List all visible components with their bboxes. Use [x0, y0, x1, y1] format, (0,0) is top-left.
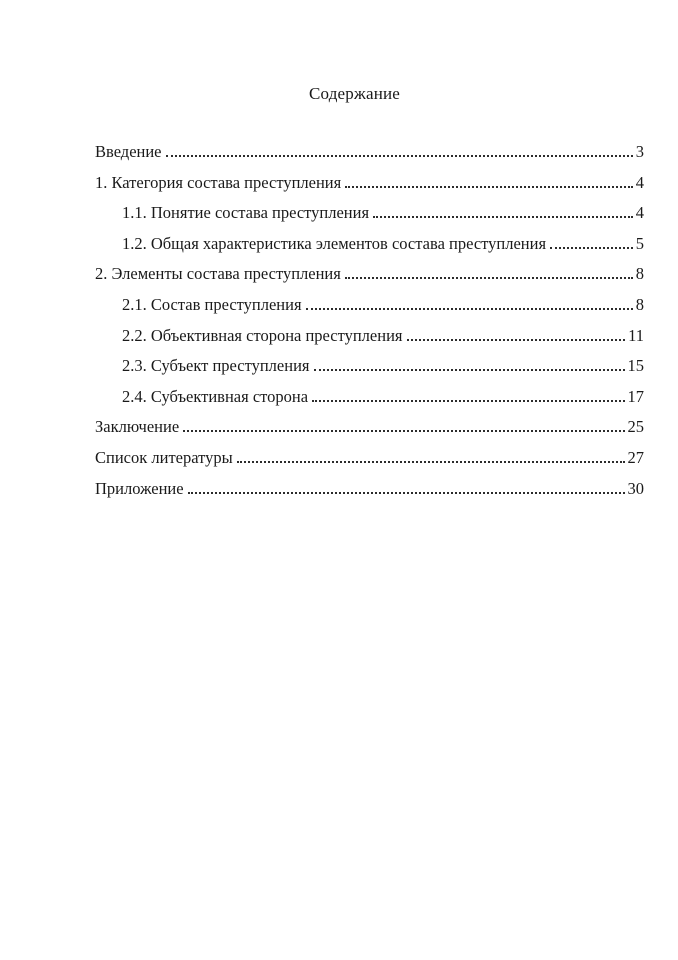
toc-entry-label: Приложение — [95, 478, 184, 498]
toc-entry[interactable] — [95, 204, 644, 222]
toc-page-number: 15 — [627, 356, 644, 376]
toc-leader-dots — [407, 339, 626, 341]
toc-leader-dots — [183, 430, 624, 432]
toc-page-number: 30 — [627, 478, 644, 498]
toc-entry-label: Введение — [95, 142, 162, 161]
toc-list — [95, 143, 644, 498]
toc-leader-dots — [345, 277, 633, 279]
toc-page-number: 8 — [635, 264, 644, 284]
toc-entry-label: 2.2. Объективная сторона преступления — [122, 325, 403, 345]
toc-leader-dots — [345, 186, 633, 188]
toc-page-number: 4 — [635, 203, 644, 223]
toc-page-number: 4 — [635, 172, 644, 192]
toc-entry[interactable] — [95, 480, 644, 498]
toc-page-number: 25 — [627, 417, 644, 437]
toc-entry-label: 2.3. Субъект преступления — [122, 356, 310, 376]
toc-page-number: 17 — [627, 386, 644, 406]
toc-entry-label: 2. Элементы состава преступления — [95, 264, 341, 284]
toc-entry[interactable] — [95, 265, 644, 283]
toc-entry[interactable] — [95, 143, 644, 161]
toc-entry-label: 1.2. Общая характеристика элементов состава преступления — [122, 233, 547, 253]
toc-entry[interactable] — [95, 235, 644, 253]
page-title: Содержание — [308, 84, 401, 103]
toc-entry-label: 2.4. Субъективная сторона — [122, 386, 309, 406]
toc-entry[interactable] — [95, 296, 644, 314]
toc-leader-dots — [237, 461, 625, 463]
toc-entry-label: 2.1. Состав преступления — [122, 294, 302, 314]
toc-leader-dots — [306, 308, 633, 310]
toc-page-number: 3 — [635, 142, 644, 161]
toc-entry[interactable] — [95, 174, 644, 192]
toc-entry[interactable] — [95, 418, 644, 436]
toc-page-number: 27 — [627, 447, 644, 467]
toc-page-number: 5 — [635, 233, 644, 253]
toc-leader-dots — [188, 492, 625, 494]
toc-leader-dots — [314, 369, 625, 371]
toc-entry-label: 1. Категория состава преступления — [95, 172, 342, 192]
toc-page-number: 8 — [635, 294, 644, 314]
toc-entry-label: Список литературы — [95, 447, 233, 467]
toc-leader-dots — [373, 216, 633, 218]
toc-leader-dots — [166, 155, 633, 157]
toc-entry[interactable] — [95, 449, 644, 467]
toc-entry-label: Заключение — [95, 417, 180, 437]
toc-leader-dots — [312, 400, 624, 402]
toc-leader-dots — [550, 247, 633, 249]
toc-entry-label: 1.1. Понятие состава преступления — [122, 203, 370, 223]
toc-entry[interactable] — [95, 357, 644, 375]
toc-entry[interactable] — [95, 327, 644, 345]
toc-entry[interactable] — [95, 388, 644, 406]
toc-page-number: 11 — [628, 325, 644, 345]
